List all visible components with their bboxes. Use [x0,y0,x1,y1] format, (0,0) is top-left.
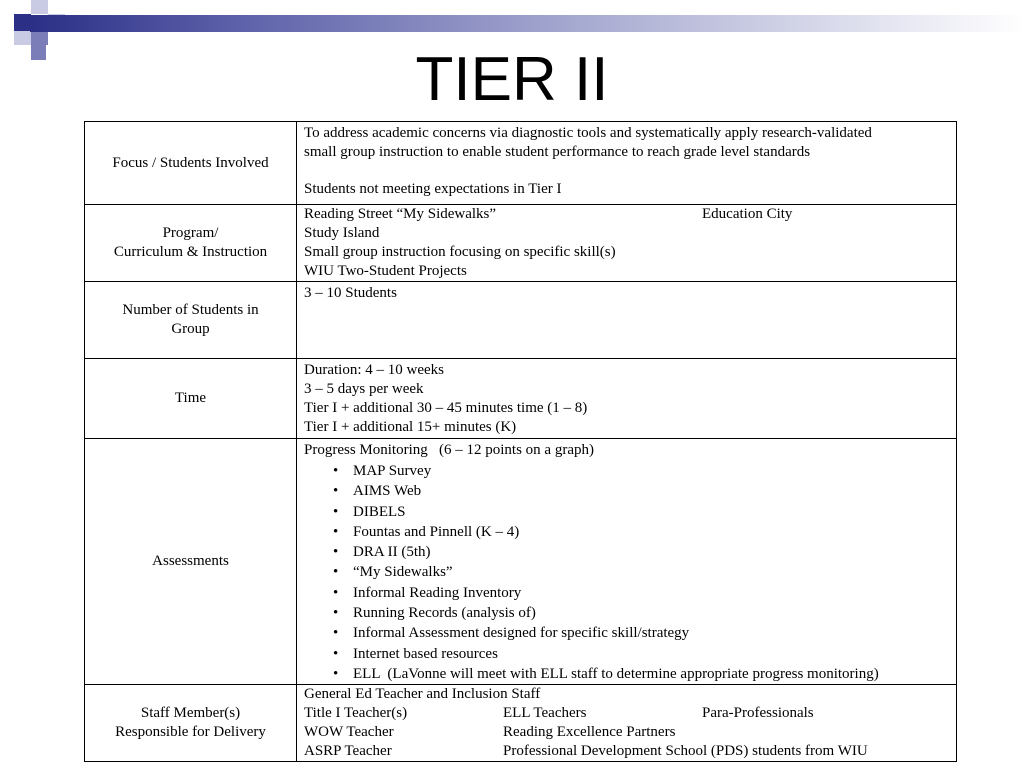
assessments-list [304,461,956,684]
list-item: • Internet based resources [353,644,956,664]
focus-line: Students not meeting expectations in Tier I [304,181,562,197]
number-value: 3 – 10 Students [304,285,397,301]
tier-table [84,121,957,762]
program-item: Study Island [304,225,380,241]
list-item: • Informal Assessment designed for specific skill/strategy [353,623,956,643]
row-content-assessments [297,439,957,685]
list-item: • “My Sidewalks” [353,562,956,582]
list-item: • Fountas and Pinnell (K – 4) [353,522,956,542]
row-label-assessments: Assessments [85,439,297,685]
row-content-program [297,205,957,282]
row-label-number [85,282,297,359]
table-row [85,122,957,205]
staff-item: Professional Development School (PDS) students from WIU [503,743,868,760]
staff-item: General Ed Teacher and Inclusion Staff [304,686,541,703]
row-content-time [297,359,957,439]
row-label-time: Time [85,359,297,439]
focus-line: small group instruction to enable student performance to reach grade level standards [304,144,811,160]
program-item: WIU Two-Student Projects [304,263,467,279]
program-item: Reading Street “My Sidewalks” [304,206,497,222]
staff-item: ASRP Teacher [304,743,392,760]
table-row [85,282,957,359]
staff-item: Para-Professionals [702,705,814,722]
list-item: • ELL (LaVonne will meet with ELL staff to determine appropriate progress monitoring) [353,664,956,684]
row-label-staff [85,685,297,762]
staff-label-line: Responsible for Delivery [115,724,266,741]
row-label-focus: Focus / Students Involved [85,122,297,205]
staff-item: ELL Teachers [503,705,587,722]
list-item: • MAP Survey [353,461,956,481]
program-item: Education City [702,206,793,222]
corner-square [14,31,31,45]
staff-label-line: Staff Member(s) [140,705,241,722]
program-item: Small group instruction focusing on specific skill(s) [304,244,616,260]
list-item: • AIMS Web [353,481,956,501]
corner-square [14,14,31,31]
slide-title: TIER II [415,45,609,114]
time-line: Tier I + additional 15+ minutes (K) [304,419,517,435]
time-line: 3 – 5 days per week [304,381,424,397]
staff-item: WOW Teacher [304,724,394,741]
table-row [85,359,957,439]
list-item: • DRA II (5th) [353,542,956,562]
table-row [85,439,957,685]
program-label-line: Curriculum & Instruction [113,244,268,260]
row-label-program [85,205,297,282]
corner-square [31,0,48,14]
list-item: • Running Records (analysis of) [353,603,956,623]
number-label-line: Group [171,321,210,337]
corner-square [31,31,48,45]
program-label-line: Program/ [162,225,219,241]
row-content-staff [297,685,957,762]
staff-item: Reading Excellence Partners [503,724,676,741]
table-row [85,685,957,762]
assessments-heading: Progress Monitoring (6 – 12 points on a graph) [304,442,594,458]
list-item: • DIBELS [353,502,956,522]
staff-item: Title I Teacher(s) [304,705,408,722]
row-content-focus [297,122,957,205]
table-row [85,205,957,282]
list-item: • Informal Reading Inventory [353,583,956,603]
header-gradient-bar [30,15,1024,32]
time-line: Tier I + additional 30 – 45 minutes time (1 – 8) [304,400,588,416]
time-line: Duration: 4 – 10 weeks [304,362,444,378]
number-label-line: Number of Students in [122,302,259,318]
focus-line: To address academic concerns via diagnostic tools and systematically apply research-validated [304,125,872,141]
row-content-number [297,282,957,359]
